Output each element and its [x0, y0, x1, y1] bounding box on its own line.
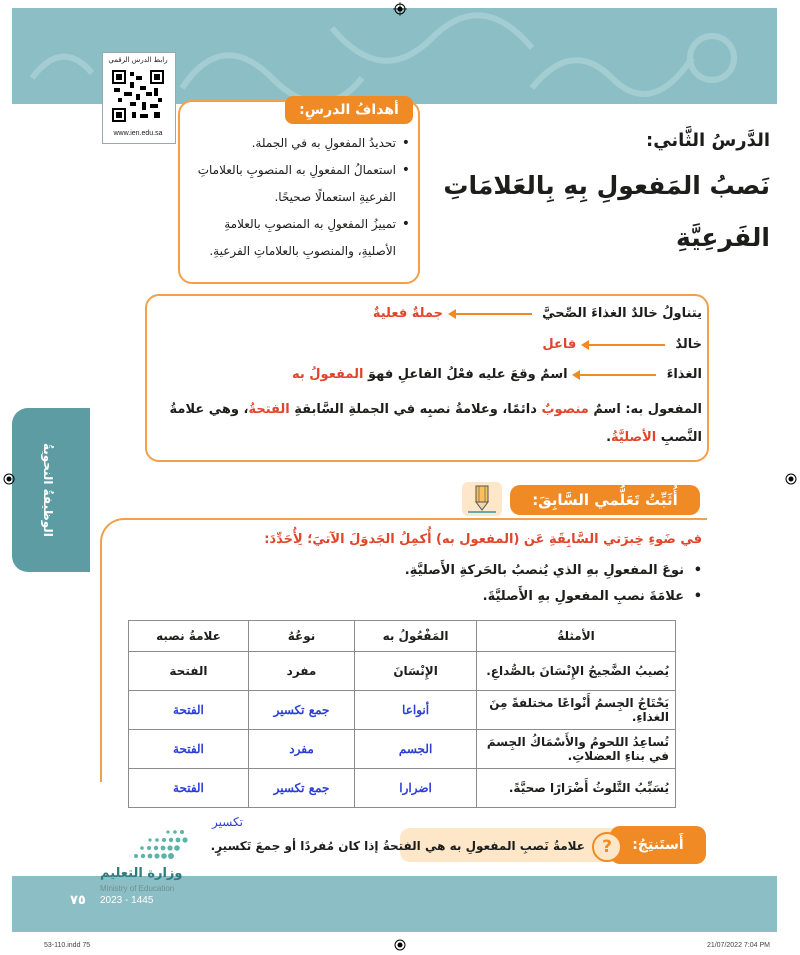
column-header: علامةُ نصبه: [129, 621, 249, 652]
example-line-3: [292, 367, 702, 382]
example-line-2: [542, 337, 702, 352]
column-header: المَفْعُولُ به: [355, 621, 477, 652]
definition-highlight: منصوبٌ: [541, 402, 589, 417]
ministry-name-en: Ministry of Education: [100, 884, 175, 893]
mark-cell[interactable]: الفتحة: [129, 691, 249, 730]
conclusion-text: علامةُ نَصبِ المفعولِ به هي الفتحةُ إذا كان مُفردًا أو جمعَ تَكسيرٍ.: [210, 839, 585, 853]
object-cell[interactable]: الإِنْسَانَ: [355, 652, 477, 691]
practice-instruction: في ضَوءِ خِبرَتي السَّابِقَةِ عَن (المفعول به) أُكمِلُ الجَدوَلَ الآتيَ؛ لِأُحَدِّدَ:: [264, 532, 702, 547]
object-cell[interactable]: أنواعا: [355, 691, 477, 730]
mark-cell[interactable]: الفتحة: [129, 769, 249, 808]
example-word: الغذاءَ: [666, 367, 702, 382]
answer-table: [128, 620, 676, 808]
object-cell[interactable]: الجسم: [355, 730, 477, 769]
page-number: ٧٥: [70, 893, 86, 908]
example-label: المفعولُ به: [291, 367, 364, 382]
example-text: اسمٌ وقعَ عليه فعْلُ الفاعلِ فهوَ: [367, 367, 568, 382]
footer-file-name: 53-110.indd 75: [44, 942, 91, 949]
objectives-list: [188, 130, 410, 265]
question-mark-icon: ?: [592, 832, 622, 862]
example-label: جملةٌ فعليةٌ: [372, 306, 444, 321]
practice-title: أُثَبِّتُ تَعَلُّمي السَّابِقَ:: [510, 485, 700, 515]
example-line-1: [373, 306, 702, 321]
table-row: [129, 691, 676, 730]
example-sentence-cell: يُصيبُ الضَّجيجُ الإِنْسَانَ بالصُّداعِ.: [477, 652, 676, 691]
table-row: [129, 730, 676, 769]
mark-cell[interactable]: الفتحة: [129, 652, 249, 691]
side-tab-label: الوظيفةُ النحويةُ: [41, 443, 55, 537]
list-item: • استعمالُ المفعولِ به المنصوبِ بالعلاماتِ الفرعيةِ استعمالًا صحيحًا.: [188, 157, 410, 211]
list-item: • تمييزُ المفعولِ به المنصوبِ بالعلامةِ الأصليةِ، والمنصوبِ بالعلاماتِ الفرعيةِ.: [188, 211, 410, 265]
list-item: • علامَةَ نصبِ المفعولِ بهِ الأَصليَّةَ.: [405, 584, 702, 610]
qr-label: رابط الدرس الرقمي: [108, 56, 168, 64]
definition-part: دائمًا، وعلامةُ نصبِه في الجملةِ السَّابقةِ: [294, 402, 537, 417]
type-cell[interactable]: مفرد: [248, 730, 354, 769]
ministry-name: وزارة التعليم: [100, 866, 183, 881]
registration-mark-icon: [784, 472, 798, 486]
definition-text: [162, 396, 702, 452]
arrow-left-icon: [587, 344, 665, 346]
lesson-number: الدَّرسُ الثَّاني:: [646, 130, 770, 151]
definition-highlight: الأصليَّةُ: [611, 430, 657, 445]
example-label: فاعل: [542, 337, 577, 352]
ministry-logo-icon: [128, 826, 198, 864]
definition-highlight: الفتحةُ: [248, 402, 290, 417]
column-header: نوعُهُ: [248, 621, 354, 652]
qr-url: www.ien.edu.sa: [113, 130, 163, 137]
arrow-left-icon: [454, 313, 532, 315]
practice-bullets: [405, 558, 702, 610]
example-sentence-cell: تُساعِدُ اللحومُ والأَسْمَاكُ الجِسمَ في بناءِ العضلاتِ.: [477, 730, 676, 769]
column-header: الأمثلةُ: [477, 621, 676, 652]
example-sentence: يتناولُ خالدٌ الغذاءَ الصِّحيَّ: [542, 306, 702, 321]
table-row: [129, 652, 676, 691]
example-word: خالدٌ: [675, 337, 702, 352]
conclusion-title: أَستَنتِجُ:: [610, 826, 706, 864]
type-cell[interactable]: مفرد: [248, 652, 354, 691]
qr-code-icon[interactable]: [112, 70, 164, 122]
registration-mark-icon: [393, 2, 407, 16]
definition-part: المفعول به: اسمٌ: [593, 402, 702, 417]
example-sentence-cell: يَحْتَاجُ الجِسمُ أَنْواعًا مختلفةً مِنَ الغذاءِ.: [477, 691, 676, 730]
object-cell[interactable]: اضرارا: [355, 769, 477, 808]
handwritten-note: تكسير: [212, 815, 243, 829]
registration-mark-icon: [393, 938, 407, 952]
list-item: • تحديدُ المفعولِ به في الجملة.: [188, 130, 410, 157]
arrow-left-icon: [578, 374, 656, 376]
pencil-icon: [462, 482, 502, 516]
page-title: نَصبُ المَفعولِ بِهِ بِالعَلامَاتِ الفَرعِيَّةِ: [443, 171, 770, 252]
definition-part: ، وهي علامةُ النَّصبِ: [169, 402, 702, 445]
list-item: • نوعَ المفعولِ بهِ الذي يُنصبُ بالحَركةِ الأَصليَّةِ.: [405, 558, 702, 584]
footer-timestamp: 21/07/2022 7:04 PM: [706, 942, 770, 949]
objectives-title: أهدافُ الدرسِ:: [285, 96, 413, 124]
table-header-row: [129, 621, 676, 652]
definition-part: .: [606, 430, 612, 445]
mark-cell[interactable]: الفتحة: [129, 730, 249, 769]
table-row: [129, 769, 676, 808]
type-cell[interactable]: جمع تكسير: [248, 769, 354, 808]
ministry-year: 2023 - 1445: [100, 895, 154, 906]
registration-mark-icon: [2, 472, 16, 486]
type-cell[interactable]: جمع تكسير: [248, 691, 354, 730]
example-sentence-cell: يُسَبِّبُ التَّلوثُ أَضْرَارًا صحيَّةً.: [477, 769, 676, 808]
